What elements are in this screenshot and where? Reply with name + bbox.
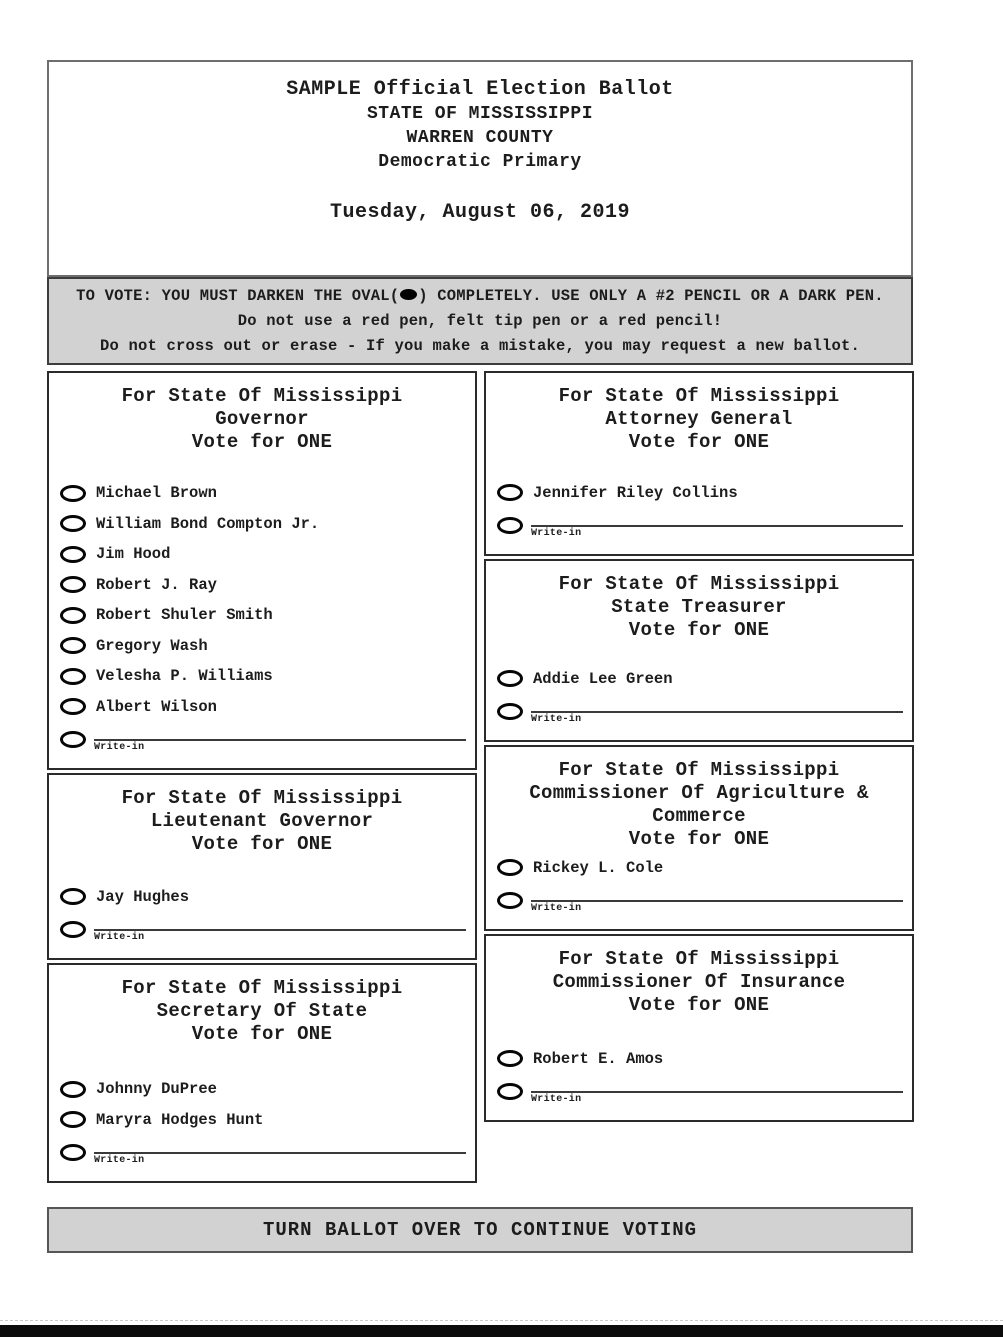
candidate-row — [49, 600, 475, 631]
candidate-name: Johnny DuPree — [96, 1080, 217, 1099]
contest-jurisdiction: For State Of Mississippi — [558, 948, 840, 970]
vote-instruction: Vote for ONE — [191, 431, 333, 453]
candidate-list — [486, 478, 912, 555]
contest-header — [49, 373, 475, 454]
candidate-name: Jim Hood — [96, 545, 171, 564]
left-column — [47, 371, 477, 1186]
vote-instruction: Vote for ONE — [628, 828, 770, 850]
candidate-name: Robert E. Amos — [533, 1049, 664, 1068]
office-name: State Treasurer — [611, 596, 787, 618]
write-in-row — [486, 700, 912, 734]
instruction-line-1-before: TO VOTE: YOU MUST DARKEN THE OVAL( — [76, 286, 400, 305]
write-in-line[interactable] — [531, 889, 903, 902]
vote-oval[interactable] — [497, 670, 523, 687]
contest-header — [486, 373, 912, 454]
vote-oval[interactable] — [60, 1081, 86, 1098]
contest-agriculture-commerce — [484, 745, 914, 931]
candidate-list — [49, 478, 475, 768]
vote-oval[interactable] — [60, 888, 86, 905]
candidate-row — [49, 539, 475, 570]
office-name: Commissioner Of Agriculture & — [529, 782, 869, 804]
contest-jurisdiction: For State Of Mississippi — [121, 385, 403, 407]
office-name: Lieutenant Governor — [150, 810, 374, 832]
contest-header — [486, 936, 912, 1017]
candidate-name: Maryra Hodges Hunt — [96, 1110, 264, 1129]
contest-lieutenant-governor — [47, 773, 477, 960]
vote-oval[interactable] — [60, 1111, 86, 1128]
scan-dashed-edge — [0, 1320, 1003, 1321]
ballot-header — [47, 60, 913, 277]
candidate-name: Jay Hughes — [96, 887, 190, 906]
contest-header — [486, 561, 912, 642]
vote-oval[interactable] — [60, 637, 86, 654]
contest-secretary-of-state — [47, 963, 477, 1183]
vote-oval[interactable] — [497, 703, 523, 720]
candidate-name: Addie Lee Green — [533, 669, 673, 688]
write-in-line[interactable] — [94, 918, 466, 931]
write-in-label: Write-in — [94, 932, 145, 943]
candidate-list — [486, 853, 912, 930]
candidate-row — [49, 1105, 475, 1136]
ballot-title: SAMPLE Official Election Ballot — [286, 78, 674, 101]
footer-text: TURN BALLOT OVER TO CONTINUE VOTING — [262, 1219, 698, 1241]
candidate-list — [49, 882, 475, 959]
candidate-name: Rickey L. Cole — [533, 858, 664, 877]
contest-header — [49, 965, 475, 1046]
instruction-line-2: Do not use a red pen, felt tip pen or a red pencil! — [237, 311, 723, 330]
vote-oval[interactable] — [60, 576, 86, 593]
candidate-row — [49, 478, 475, 509]
candidate-row — [486, 853, 912, 884]
candidate-name: Velesha P. Williams — [96, 667, 273, 686]
write-in-label: Write-in — [94, 1155, 145, 1166]
contest-jurisdiction: For State Of Mississippi — [558, 759, 840, 781]
footer-banner — [47, 1207, 913, 1253]
candidate-row — [49, 692, 475, 723]
vote-oval[interactable] — [497, 484, 523, 501]
ballot-date: Tuesday, August 06, 2019 — [329, 201, 631, 224]
write-in-row — [486, 889, 912, 923]
write-in-row — [486, 514, 912, 548]
candidate-name: Robert Shuler Smith — [96, 606, 273, 625]
contest-attorney-general — [484, 371, 914, 556]
vote-oval[interactable] — [60, 1144, 86, 1161]
vote-instruction: Vote for ONE — [191, 833, 333, 855]
write-in-line[interactable] — [531, 1080, 903, 1093]
vote-instruction: Vote for ONE — [191, 1023, 333, 1045]
candidate-row — [49, 882, 475, 913]
office-name: Commissioner Of Insurance — [552, 971, 846, 993]
ballot-party: Democratic Primary — [378, 152, 582, 172]
write-in-label: Write-in — [531, 903, 582, 914]
write-in-row — [49, 1141, 475, 1175]
vote-oval[interactable] — [497, 1083, 523, 1100]
write-in-row — [49, 918, 475, 952]
candidate-row — [49, 509, 475, 540]
vote-oval[interactable] — [60, 698, 86, 715]
candidate-name: Michael Brown — [96, 484, 217, 503]
candidate-list — [49, 1074, 475, 1181]
candidate-list — [486, 664, 912, 741]
voting-instructions — [47, 277, 913, 365]
candidate-name: William Bond Compton Jr. — [96, 514, 320, 533]
right-column — [484, 371, 914, 1125]
vote-oval[interactable] — [60, 546, 86, 563]
ballot-state: STATE OF MISSISSIPPI — [366, 104, 594, 124]
contest-jurisdiction: For State Of Mississippi — [558, 385, 840, 407]
write-in-line[interactable] — [94, 728, 466, 741]
contest-jurisdiction: For State Of Mississippi — [121, 787, 403, 809]
candidate-name: Jennifer Riley Collins — [533, 483, 738, 502]
candidate-name: Gregory Wash — [96, 636, 208, 655]
contest-header — [486, 747, 912, 851]
office-name: Attorney General — [605, 408, 793, 430]
vote-oval[interactable] — [497, 859, 523, 876]
vote-instruction: Vote for ONE — [628, 994, 770, 1016]
write-in-label: Write-in — [94, 742, 145, 753]
candidate-row — [49, 631, 475, 662]
candidate-row — [486, 478, 912, 509]
vote-oval[interactable] — [497, 892, 523, 909]
vote-oval[interactable] — [60, 921, 86, 938]
contest-governor — [47, 371, 477, 770]
vote-oval[interactable] — [60, 485, 86, 502]
candidate-row — [486, 664, 912, 695]
filled-oval-icon — [400, 289, 417, 300]
ballot-county: WARREN COUNTY — [406, 128, 554, 148]
candidate-list — [486, 1044, 912, 1121]
vote-oval[interactable] — [60, 668, 86, 685]
write-in-line[interactable] — [531, 514, 903, 527]
contest-state-treasurer — [484, 559, 914, 742]
candidate-name: Robert J. Ray — [96, 575, 217, 594]
candidate-row — [49, 1074, 475, 1105]
office-name: Governor — [215, 408, 309, 430]
instruction-line-1 — [49, 287, 911, 305]
vote-oval[interactable] — [60, 515, 86, 532]
instruction-line-1-after: ) COMPLETELY. USE ONLY A #2 PENCIL OR A DARK PEN. — [418, 286, 884, 305]
office-name: Commerce — [652, 805, 746, 827]
write-in-label: Write-in — [531, 528, 582, 539]
contest-insurance — [484, 934, 914, 1122]
vote-oval[interactable] — [60, 607, 86, 624]
vote-oval[interactable] — [497, 517, 523, 534]
office-name: Secretary Of State — [156, 1000, 368, 1022]
candidate-row — [49, 570, 475, 601]
contest-header — [49, 775, 475, 856]
write-in-label: Write-in — [531, 714, 582, 725]
vote-oval[interactable] — [497, 1050, 523, 1067]
candidate-name: Albert Wilson — [96, 697, 217, 716]
scan-edge-bar — [0, 1325, 1003, 1337]
write-in-row — [486, 1080, 912, 1114]
vote-oval[interactable] — [60, 731, 86, 748]
candidate-row — [486, 1044, 912, 1075]
candidate-row — [49, 661, 475, 692]
vote-instruction: Vote for ONE — [628, 431, 770, 453]
write-in-line[interactable] — [94, 1141, 466, 1154]
write-in-label: Write-in — [531, 1094, 582, 1105]
contest-jurisdiction: For State Of Mississippi — [121, 977, 403, 999]
write-in-row — [49, 728, 475, 762]
vote-instruction: Vote for ONE — [628, 619, 770, 641]
write-in-line[interactable] — [531, 700, 903, 713]
instruction-line-3: Do not cross out or erase - If you make a mistake, you may request a new ballot. — [99, 337, 861, 356]
contest-jurisdiction: For State Of Mississippi — [558, 573, 840, 595]
